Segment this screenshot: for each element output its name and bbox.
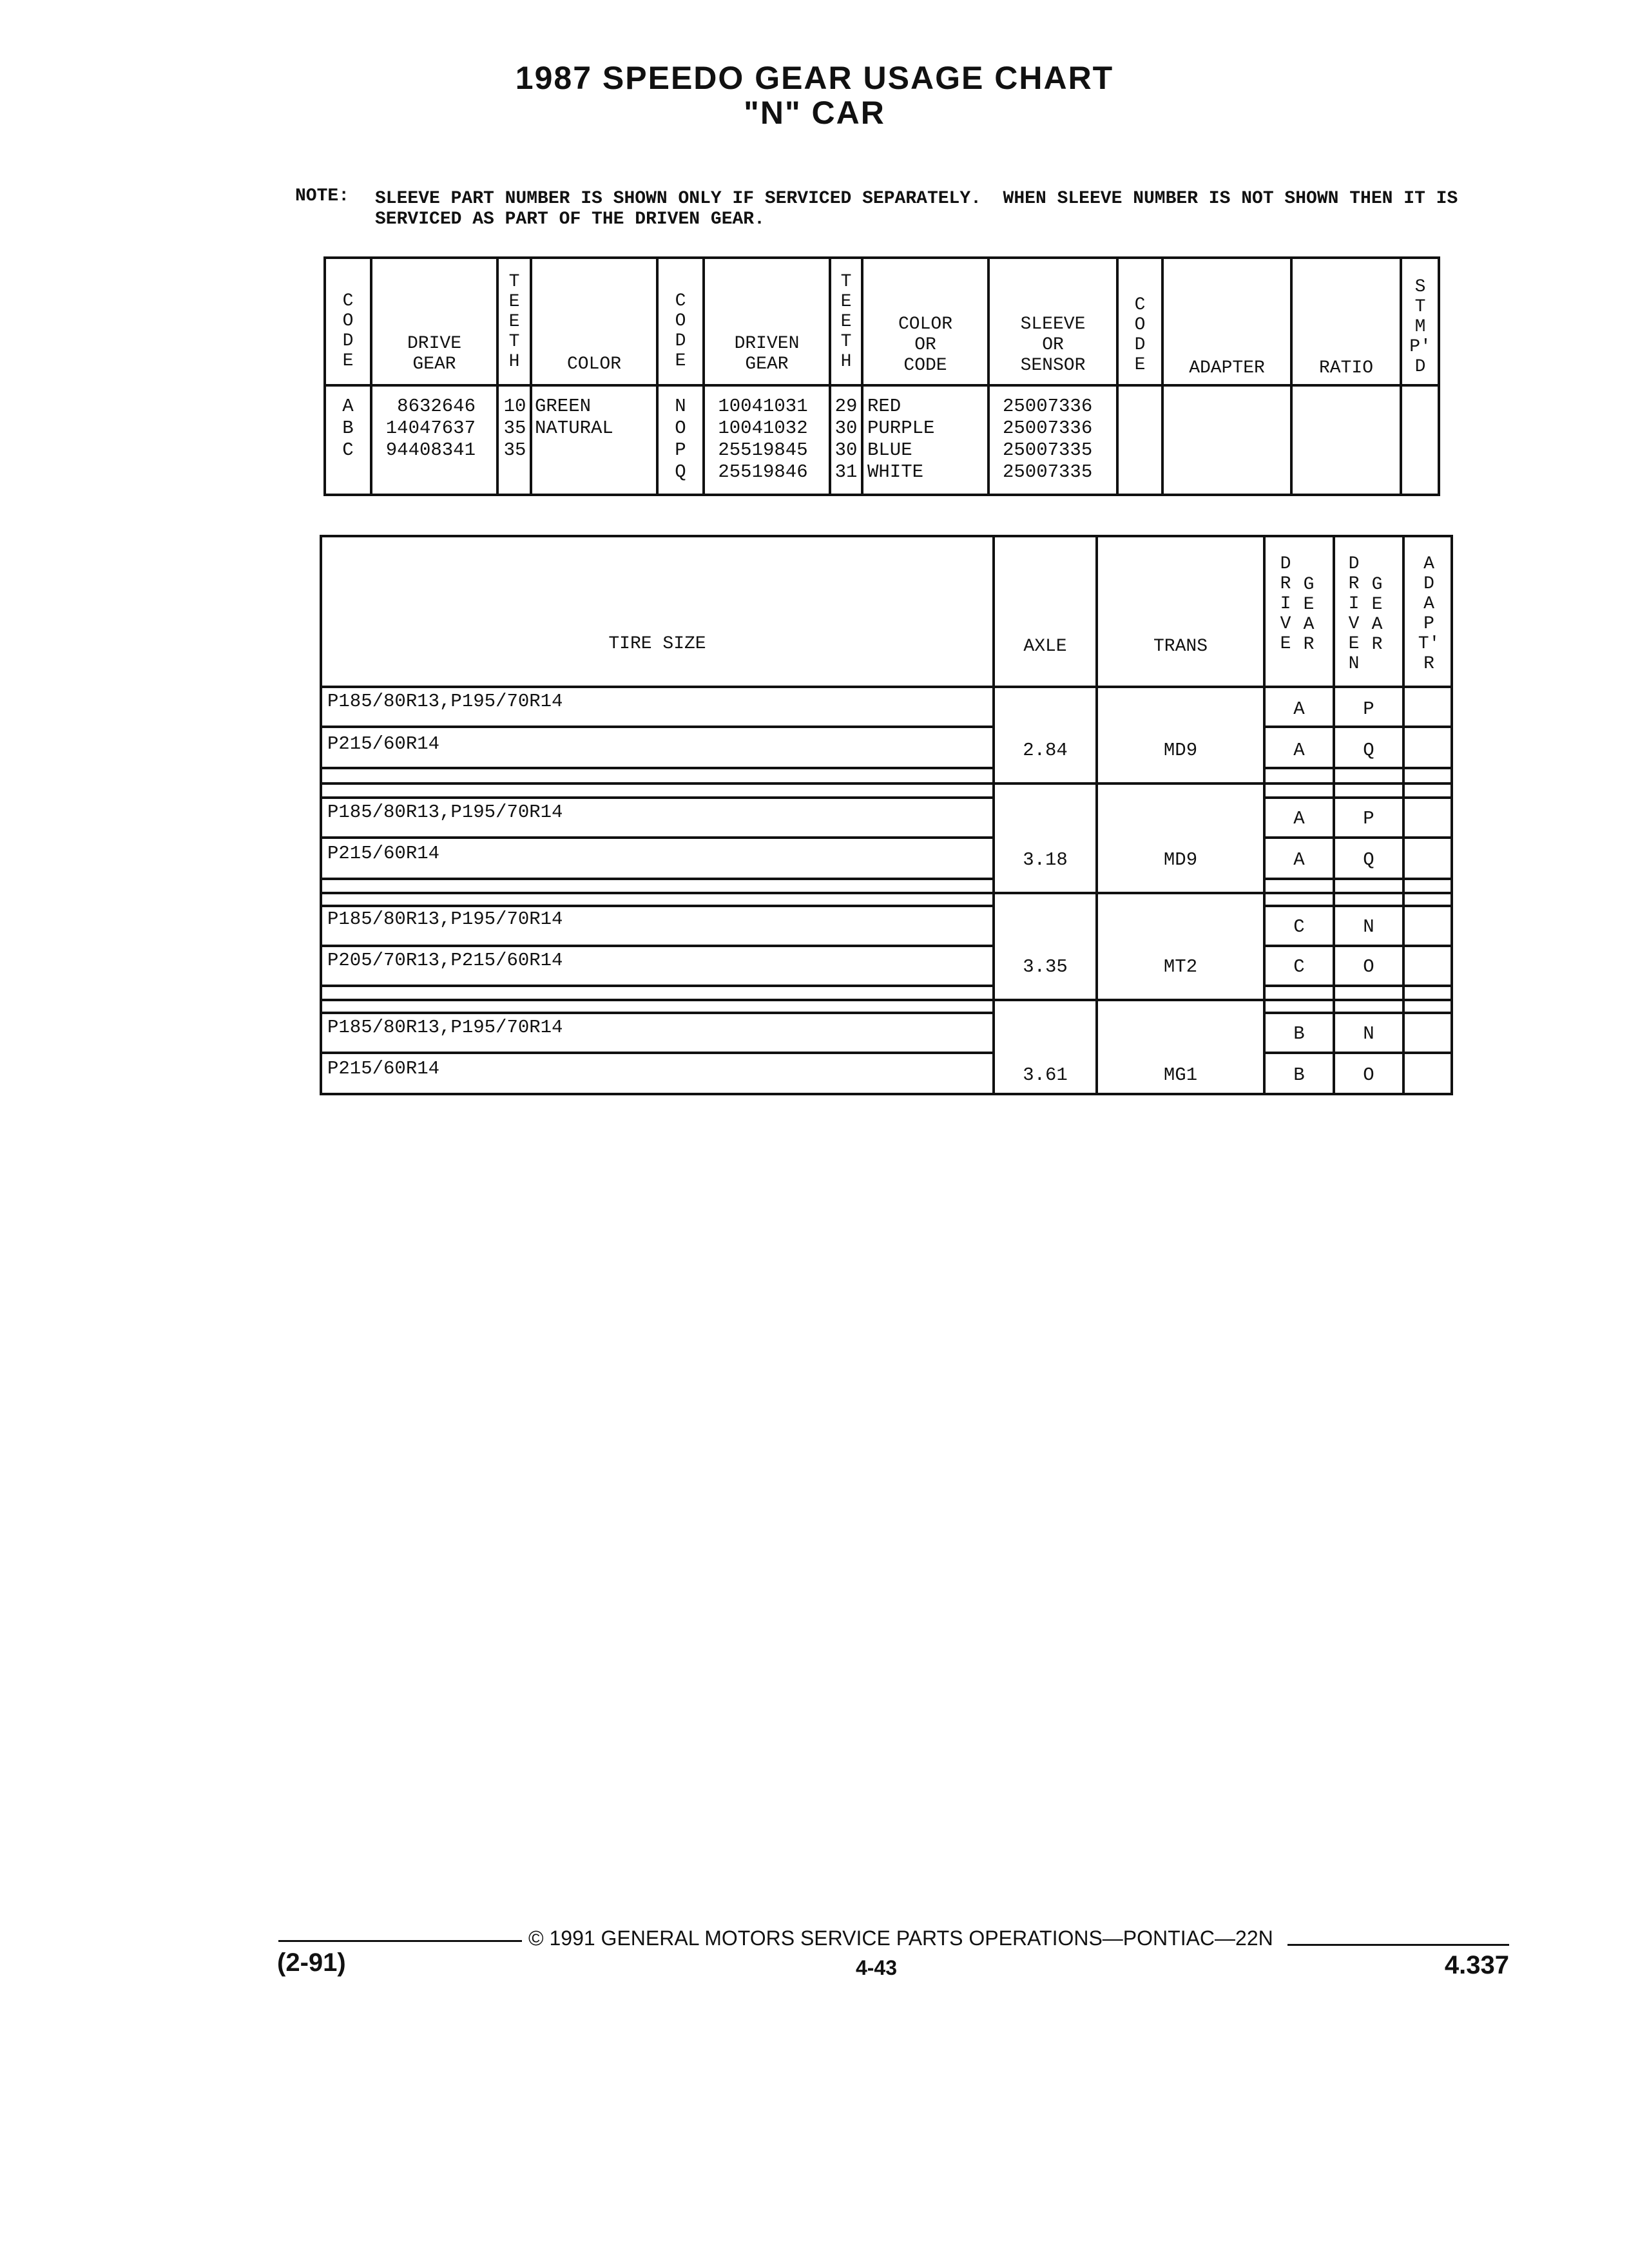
usage-row-rule bbox=[1263, 1052, 1453, 1054]
driven-gear-cell: P bbox=[1363, 808, 1374, 829]
usage-row-rule bbox=[320, 767, 992, 769]
usage-header-trans: TRANS bbox=[1153, 637, 1208, 657]
usage-row-rule bbox=[1263, 985, 1453, 987]
trans-cell: MD9 bbox=[1163, 849, 1198, 870]
gear-header-color-or-code: COLOR OR CODE bbox=[898, 314, 952, 376]
tire-size-cell: P185/80R13,P195/70R14 bbox=[327, 691, 563, 712]
axle-cell: 3.35 bbox=[1023, 956, 1068, 977]
usage-table-header-rule bbox=[320, 686, 1453, 688]
gear-header-stamped: S T M P' D bbox=[1409, 277, 1431, 377]
drive-gear-cell: C bbox=[1293, 916, 1305, 937]
footer-rule-right bbox=[1287, 1944, 1509, 1946]
usage-header-drive-gear: D R I V E bbox=[1280, 554, 1291, 654]
gear-table-col-rule bbox=[530, 256, 532, 496]
axle-cell: 3.18 bbox=[1023, 849, 1068, 870]
usage-row-rule bbox=[1263, 726, 1453, 728]
gear-header-adapter-code: C O D E bbox=[1134, 295, 1146, 375]
driven-gear-cell: Q bbox=[1363, 849, 1374, 870]
usage-row-rule bbox=[1263, 767, 1453, 769]
gear-table-header-rule bbox=[323, 384, 1440, 387]
usage-header-driven-gear: D R I V E N bbox=[1348, 554, 1360, 674]
usage-row-rule bbox=[320, 1052, 992, 1054]
usage-table-col-rule bbox=[1095, 535, 1098, 1095]
driven-gear-list: 10041031 10041032 25519845 25519846 bbox=[718, 396, 808, 483]
gear-header-adapter: ADAPTER bbox=[1189, 358, 1265, 378]
trans-cell: MG1 bbox=[1163, 1064, 1198, 1086]
usage-header-driven-gear-word: G E A R bbox=[1371, 575, 1383, 655]
driven-gear-cell: O bbox=[1363, 956, 1374, 977]
usage-row-rule bbox=[1263, 905, 1453, 907]
usage-row-rule bbox=[320, 905, 992, 907]
drive-gear-list: 8632646 14047637 94408341 bbox=[385, 396, 476, 461]
usage-row-rule bbox=[1263, 878, 1453, 880]
drive-gear-cell: A bbox=[1293, 740, 1305, 761]
driven-gear-cell: Q bbox=[1363, 740, 1374, 761]
footer-date: (2-91) bbox=[277, 1948, 346, 1977]
drive-code-list: A B C bbox=[342, 396, 354, 461]
usage-row-rule bbox=[320, 796, 992, 799]
driven-gear-cell: N bbox=[1363, 916, 1374, 937]
drive-gear-cell: A bbox=[1293, 808, 1305, 829]
usage-table-col-rule bbox=[992, 535, 995, 1095]
usage-row-rule bbox=[320, 945, 992, 947]
gear-header-color: COLOR bbox=[566, 354, 621, 374]
usage-group-rule bbox=[320, 892, 1453, 894]
tire-size-cell: P185/80R13,P195/70R14 bbox=[327, 1017, 563, 1038]
drive-gear-cell: B bbox=[1293, 1023, 1305, 1044]
gear-header-teeth: T E E T H bbox=[508, 272, 520, 372]
drive-gear-cell: B bbox=[1293, 1064, 1305, 1086]
tire-size-cell: P205/70R13,P215/60R14 bbox=[327, 950, 563, 971]
usage-row-rule bbox=[1263, 796, 1453, 799]
gear-header-code: C O D E bbox=[342, 291, 354, 371]
footer-rule-left bbox=[278, 1940, 522, 1942]
driven-gear-cell: N bbox=[1363, 1023, 1374, 1044]
tire-size-cell: P215/60R14 bbox=[327, 1058, 440, 1079]
sleeve-list: 25007336 25007336 25007335 25007335 bbox=[1003, 396, 1093, 483]
footer-section-number: 4.337 bbox=[1444, 1951, 1509, 1979]
usage-group-rule bbox=[320, 782, 1453, 785]
drive-gear-cell: C bbox=[1293, 956, 1305, 977]
usage-header-axle: AXLE bbox=[1023, 637, 1067, 657]
axle-cell: 3.61 bbox=[1023, 1064, 1068, 1086]
gear-header-driven-code: C O D E bbox=[675, 291, 686, 371]
note-line-2: SERVICED AS PART OF THE DRIVEN GEAR. bbox=[375, 209, 765, 229]
footer-page-number: 4-43 bbox=[855, 1956, 898, 1979]
driven-color-list: RED PURPLE BLUE WHITE bbox=[867, 396, 935, 483]
usage-row-rule bbox=[320, 836, 992, 839]
usage-group-rule bbox=[320, 999, 1453, 1001]
gear-header-drive-gear: DRIVE GEAR bbox=[407, 334, 461, 374]
page-subtitle: "N" CAR bbox=[744, 95, 885, 131]
usage-header-tire-size: TIRE SIZE bbox=[608, 634, 706, 654]
page-title: 1987 SPEEDO GEAR USAGE CHART bbox=[515, 60, 1114, 96]
drive-teeth-list: 10 35 35 bbox=[503, 396, 526, 461]
note-label: NOTE: bbox=[295, 186, 350, 206]
drive-color-list: GREEN NATURAL bbox=[535, 396, 613, 439]
trans-cell: MD9 bbox=[1163, 740, 1198, 761]
usage-row-rule bbox=[1263, 945, 1453, 947]
gear-header-ratio: RATIO bbox=[1318, 358, 1373, 378]
tire-size-cell: P215/60R14 bbox=[327, 733, 440, 754]
usage-header-drive-gear-word: G E A R bbox=[1303, 575, 1315, 655]
gear-header-sleeve-or-sensor: SLEEVE OR SENSOR bbox=[1020, 314, 1086, 376]
gear-header-driven-gear: DRIVEN GEAR bbox=[734, 334, 800, 374]
gear-header-driven-teeth: T E E T H bbox=[840, 272, 852, 372]
note-line-1: SLEEVE PART NUMBER IS SHOWN ONLY IF SERVICED SEPARATELY. WHEN SLEEVE NUMBER IS NOT SHOWN THEN IT IS bbox=[375, 189, 1458, 209]
gear-table-col-rule bbox=[861, 256, 863, 496]
drive-gear-cell: A bbox=[1293, 698, 1305, 720]
gear-table-col-rule bbox=[987, 256, 990, 496]
driven-code-list: N O P Q bbox=[675, 396, 686, 483]
usage-row-rule bbox=[1263, 1012, 1453, 1014]
tire-size-cell: P185/80R13,P195/70R14 bbox=[327, 908, 563, 930]
usage-row-rule bbox=[320, 985, 992, 987]
driven-gear-cell: O bbox=[1363, 1064, 1374, 1086]
trans-cell: MT2 bbox=[1163, 956, 1198, 977]
gear-table-col-rule bbox=[1116, 256, 1119, 496]
usage-row-rule bbox=[320, 726, 992, 728]
tire-size-cell: P215/60R14 bbox=[327, 843, 440, 864]
axle-cell: 2.84 bbox=[1023, 740, 1068, 761]
drive-gear-cell: A bbox=[1293, 849, 1305, 870]
usage-row-rule bbox=[320, 878, 992, 880]
driven-teeth-list: 29 30 30 31 bbox=[834, 396, 858, 483]
usage-row-rule bbox=[1263, 836, 1453, 839]
tire-size-cell: P185/80R13,P195/70R14 bbox=[327, 802, 563, 823]
usage-header-adapter: A D A P T' R bbox=[1418, 554, 1440, 674]
driven-gear-cell: P bbox=[1363, 698, 1374, 720]
footer-copyright: © 1991 GENERAL MOTORS SERVICE PARTS OPERATIONS—PONTIAC—22N bbox=[528, 1927, 1273, 1950]
usage-row-rule bbox=[320, 1012, 992, 1014]
